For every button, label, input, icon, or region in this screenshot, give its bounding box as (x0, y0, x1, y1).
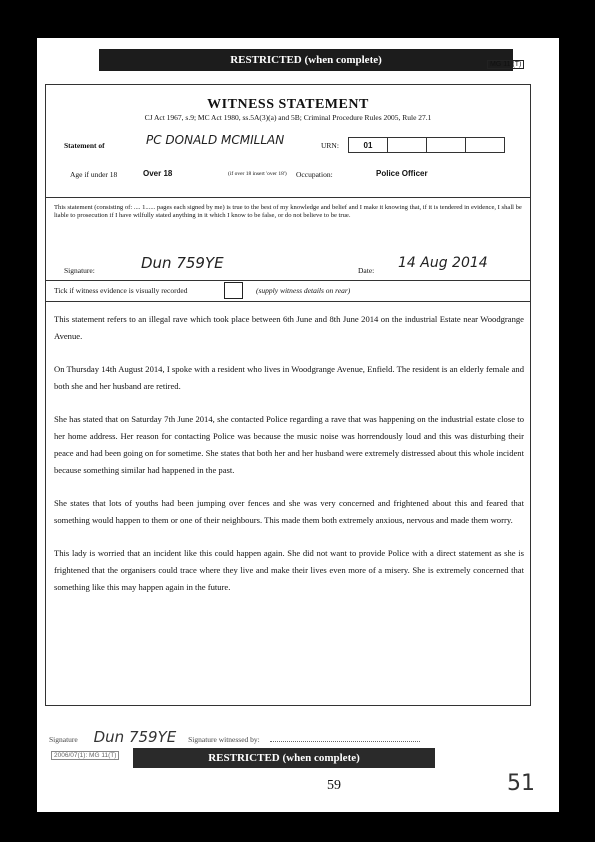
signature-label: Signature: (64, 266, 95, 275)
date-label: Date: (358, 266, 375, 275)
urn-label: URN: (321, 141, 339, 150)
visual-record-row (46, 279, 530, 302)
date-value: 14 Aug 2014 (398, 255, 488, 271)
footer-form-code: 2006/07(1): MG 11(T) (51, 751, 119, 760)
age-label: Age if under 18 (70, 170, 118, 179)
restricted-banner: RESTRICTED (when complete) (99, 49, 513, 71)
declaration-text: This statement (consisting of: .... 1...... pages each signed by me) is true to the best of my knowledge and belief and I make it knowing that, if it is tendered in evidence, I shall be liable to prosecution if I have wilfully stated anything in it which I know to be false, or do not believe to be true. (54, 204, 522, 219)
visual-record-checkbox[interactable] (224, 282, 243, 299)
form-code: MG 11 (T) (487, 60, 524, 69)
declaration-box (46, 197, 530, 281)
footer-signature-row (49, 728, 420, 746)
statement-of-value: PC DONALD MCMILLAN (146, 133, 285, 147)
age-value: Over 18 (143, 169, 173, 178)
statement-of-label: Statement of (64, 141, 105, 150)
footer-signature-label: Signature (49, 735, 78, 744)
urn-box (387, 137, 427, 153)
witnessed-line (270, 741, 420, 742)
statement-paragraph: This statement refers to an illegal rave which took place between 6th June and 8th June 2014 on the industrial Estate near Woodgrange Avenue. (54, 314, 524, 341)
statement-paragraph: This lady is worried that an incident like this could happen again. She did not want to provide Police with a direct statement as she is frightened that the organisers could trace where they live and make their lives even more of a misery. She is extremely concerned that something like this may happen again in the future. (54, 548, 524, 592)
form-title: WITNESS STATEMENT (207, 97, 369, 112)
tick-note: (supply witness details on rear) (256, 286, 351, 295)
statement-form (45, 84, 531, 706)
document-page (37, 38, 559, 812)
occupation-label: Occupation: (296, 170, 333, 179)
witnessed-label: Signature witnessed by: (188, 735, 260, 744)
urn-box: 01 (348, 137, 388, 153)
signature-value: Dun 759YE (141, 254, 224, 272)
urn-box (426, 137, 466, 153)
footer-signature-value: Dun 759YE (93, 728, 177, 746)
urn-boxes (349, 137, 505, 153)
statement-paragraph: On Thursday 14th August 2014, I spoke with a resident who lives in Woodgrange Avenue, Enfield. The resident is an elderly female and both she and her husband are retired. (54, 364, 524, 391)
statement-paragraph: She states that lots of youths had been jumping over fences and she was very concerned and frightened about this and feared that something would happen to them or one of their neighbours. This made them both extremely anxious, nervous and made them worry. (54, 498, 524, 525)
footer-restricted-banner: RESTRICTED (when complete) (133, 748, 435, 768)
age-note: (if over 18 insert 'over 18') (228, 171, 287, 177)
page-number: 59 (327, 778, 341, 793)
form-subtitle: CJ Act 1967, s.9; MC Act 1980, ss.5A(3)(a) and 5B; Criminal Procedure Rules 2005, Rule 27.1 (144, 113, 432, 122)
urn-box (465, 137, 505, 153)
tick-label: Tick if witness evidence is visually recorded (54, 286, 188, 295)
handwritten-page-number: 51 (507, 771, 535, 796)
statement-paragraph: She has stated that on Saturday 7th June 2014, she contacted Police regarding a rave that was happening on the industrial estate close to her home address. Her reason for contacting Police was because the music noise was horrendously loud and this was disturbing their peace and had been going on for sometime. She states that both her and her husband were extremely distressed about this whole incident because something similar had happened in the past. (54, 414, 524, 475)
occupation-value: Police Officer (376, 169, 428, 178)
statement-body (54, 311, 524, 612)
